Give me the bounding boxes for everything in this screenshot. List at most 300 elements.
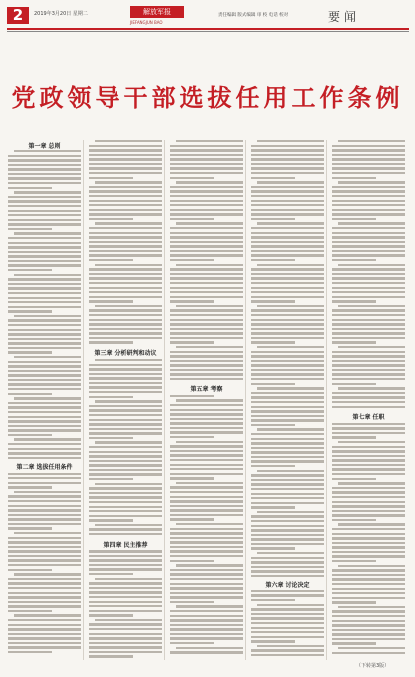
text-line — [170, 369, 243, 371]
text-line — [332, 259, 376, 261]
text-line — [170, 500, 243, 502]
text-line — [14, 356, 81, 358]
text-line — [251, 332, 324, 334]
text-line — [251, 438, 324, 440]
text-line — [8, 569, 52, 571]
text-line — [170, 637, 243, 639]
text-line — [170, 583, 243, 585]
text-line — [251, 392, 324, 394]
text-line — [8, 351, 52, 353]
text-line — [332, 282, 405, 284]
text-line — [176, 564, 243, 566]
text-line — [8, 214, 81, 216]
text-line — [170, 404, 243, 406]
text-line — [251, 396, 324, 398]
text-line — [8, 283, 81, 285]
text-line — [8, 564, 81, 566]
text-line — [332, 158, 405, 160]
newspaper-logo-sub: JIEFANGJUN BAO — [130, 20, 163, 25]
text-line — [170, 555, 243, 557]
text-line — [89, 309, 162, 311]
text-line — [332, 163, 405, 165]
text-line — [8, 155, 81, 157]
text-line — [89, 259, 133, 261]
text-line — [332, 236, 405, 238]
text-line — [251, 213, 324, 215]
text-line — [170, 628, 243, 630]
text-line — [8, 260, 81, 262]
text-line — [170, 218, 214, 220]
text-line — [251, 282, 324, 284]
text-line — [8, 429, 81, 431]
text-line — [89, 163, 162, 165]
text-line — [332, 186, 405, 188]
text-line — [170, 373, 243, 375]
text-line — [170, 596, 243, 598]
text-line — [89, 432, 162, 434]
text-line — [170, 200, 243, 202]
text-line — [8, 319, 81, 321]
text-line — [332, 446, 405, 448]
text-line — [8, 473, 81, 475]
text-line — [251, 355, 324, 357]
text-line — [89, 323, 162, 325]
text-line — [89, 382, 162, 384]
text-line — [8, 324, 81, 326]
text-line — [89, 533, 162, 535]
text-line — [170, 236, 243, 238]
text-line — [170, 587, 243, 589]
text-line — [8, 159, 81, 161]
text-line — [170, 409, 243, 411]
text-line — [89, 428, 162, 430]
text-line — [251, 424, 295, 426]
text-line — [332, 383, 376, 385]
text-line — [89, 596, 162, 598]
article-title: 党政领导干部选拔任用工作条例 — [11, 83, 404, 112]
text-line — [251, 319, 324, 321]
text-line — [170, 186, 243, 188]
text-line — [89, 287, 162, 289]
text-column-1 — [8, 140, 81, 656]
text-line — [332, 542, 405, 544]
text-line — [89, 391, 162, 393]
text-line — [332, 478, 376, 480]
text-line — [170, 314, 243, 316]
text-line — [332, 620, 405, 622]
text-line — [251, 456, 324, 458]
text-line — [8, 338, 81, 340]
text-line — [89, 209, 162, 211]
text-line — [8, 164, 81, 166]
text-line — [89, 332, 162, 334]
text-line — [8, 509, 81, 511]
text-line — [251, 506, 295, 508]
text-line — [332, 154, 405, 156]
text-line — [170, 296, 243, 298]
text-line — [95, 305, 162, 307]
newspaper-logo: 解放军报 — [130, 6, 184, 18]
text-line — [89, 190, 162, 192]
text-line — [332, 323, 405, 325]
text-line — [251, 337, 324, 339]
text-line — [332, 195, 405, 197]
text-line — [89, 377, 162, 379]
text-line — [8, 237, 81, 239]
text-line — [8, 365, 81, 367]
text-line — [251, 570, 324, 572]
text-line — [332, 364, 405, 366]
text-line — [170, 601, 214, 603]
text-line — [251, 627, 324, 629]
text-line — [170, 445, 243, 447]
text-line — [95, 400, 162, 402]
text-line — [251, 154, 324, 156]
text-line — [170, 378, 243, 380]
text-line — [8, 642, 81, 644]
text-line — [8, 393, 52, 395]
text-line — [89, 492, 162, 494]
text-line — [332, 145, 405, 147]
text-line — [170, 610, 243, 612]
text-line — [8, 434, 52, 436]
text-line — [332, 337, 405, 339]
text-line — [8, 269, 52, 271]
text-line — [95, 264, 162, 266]
text-line — [332, 588, 405, 590]
text-line — [332, 551, 405, 553]
text-line — [251, 209, 324, 211]
text-line — [170, 172, 243, 174]
text-line — [170, 436, 214, 438]
text-line — [251, 515, 324, 517]
text-line — [332, 396, 405, 398]
text-line — [14, 232, 81, 234]
text-line — [332, 360, 405, 362]
heading-gap — [8, 461, 81, 472]
text-line — [95, 483, 162, 485]
text-line — [89, 437, 133, 439]
text-line — [89, 446, 162, 448]
text-line — [332, 423, 405, 425]
text-line — [89, 364, 162, 366]
text-line — [332, 401, 405, 403]
text-line — [8, 587, 81, 589]
text-line — [8, 251, 81, 253]
text-line — [170, 232, 243, 234]
text-line — [95, 359, 162, 361]
text-line — [332, 177, 376, 179]
chapter-heading: 第二章 选拔任用条件 — [16, 464, 73, 471]
text-line — [170, 167, 243, 169]
text-line — [332, 204, 405, 206]
text-line — [251, 433, 324, 435]
text-line — [14, 274, 81, 276]
text-column-3 — [170, 140, 243, 656]
text-line — [332, 232, 405, 234]
text-line — [95, 222, 162, 224]
text-line — [338, 305, 405, 307]
text-line — [8, 342, 81, 344]
text-line — [170, 268, 243, 270]
text-line — [89, 145, 162, 147]
text-line — [251, 259, 295, 261]
text-line — [8, 310, 52, 312]
text-line — [338, 222, 405, 224]
text-line — [89, 282, 162, 284]
text-line — [251, 163, 324, 165]
heading-gap — [89, 538, 162, 551]
text-line — [251, 378, 324, 380]
text-line — [332, 519, 376, 521]
text-line — [8, 637, 81, 639]
text-line — [8, 477, 81, 479]
text-line — [89, 328, 162, 330]
text-line — [251, 373, 324, 375]
text-line — [332, 459, 405, 461]
text-line — [8, 596, 81, 598]
text-line — [89, 314, 162, 316]
text-line — [89, 455, 162, 457]
text-column-2 — [89, 140, 162, 660]
text-line — [332, 149, 405, 151]
text-line — [257, 552, 324, 554]
text-line — [170, 287, 243, 289]
text-line — [89, 250, 162, 252]
text-line — [170, 464, 243, 466]
text-line — [89, 245, 162, 247]
text-line — [89, 268, 162, 270]
text-line — [89, 610, 162, 612]
text-line — [332, 496, 405, 498]
text-line — [14, 438, 81, 440]
text-line — [332, 473, 405, 475]
text-line — [8, 546, 81, 548]
text-line — [89, 319, 162, 321]
text-line — [332, 296, 405, 298]
text-line — [251, 566, 324, 568]
column-divider — [245, 140, 246, 660]
text-line — [8, 168, 81, 170]
text-line — [332, 309, 405, 311]
text-line — [8, 523, 81, 525]
text-line — [332, 537, 405, 539]
text-line — [8, 383, 81, 385]
text-line — [170, 195, 243, 197]
heading-gap — [332, 410, 405, 423]
text-line — [251, 383, 295, 385]
text-line — [89, 154, 162, 156]
text-line — [89, 423, 162, 425]
text-line — [89, 291, 162, 293]
text-line — [332, 629, 405, 631]
text-line — [170, 624, 243, 626]
text-line — [251, 177, 295, 179]
chapter-heading: 第三章 分析研判和动议 — [94, 350, 157, 357]
text-line — [251, 529, 324, 531]
text-line — [332, 642, 376, 644]
text-line — [170, 337, 243, 339]
text-line — [338, 264, 405, 266]
text-line — [170, 341, 214, 343]
text-line — [251, 167, 324, 169]
text-line — [176, 523, 243, 525]
text-line — [89, 501, 162, 503]
text-line — [89, 469, 162, 471]
text-line — [251, 232, 324, 234]
text-line — [89, 623, 162, 625]
column-divider — [326, 140, 327, 660]
text-line — [251, 241, 324, 243]
text-line — [251, 479, 324, 481]
text-line — [251, 654, 324, 656]
text-line — [251, 622, 324, 624]
text-line — [89, 149, 162, 151]
heading-gap — [8, 140, 81, 150]
text-line — [170, 351, 243, 353]
text-line — [89, 564, 162, 566]
text-line — [257, 645, 324, 647]
text-line — [170, 633, 243, 635]
text-line — [251, 360, 324, 362]
text-line — [332, 241, 405, 243]
text-line — [89, 254, 162, 256]
heading-gap — [89, 346, 162, 359]
text-line — [89, 614, 133, 616]
text-line — [332, 505, 405, 507]
text-line — [332, 328, 405, 330]
text-line — [89, 642, 162, 644]
text-line — [8, 619, 81, 621]
text-line — [89, 555, 162, 557]
text-line — [170, 514, 243, 516]
text-line — [8, 264, 81, 266]
text-line — [251, 608, 324, 610]
text-line — [251, 268, 324, 270]
text-line — [8, 633, 81, 635]
text-line — [89, 628, 162, 630]
text-line — [170, 473, 243, 475]
text-line — [8, 278, 81, 280]
text-line — [170, 309, 243, 311]
text-line — [8, 610, 52, 612]
text-line — [251, 410, 324, 412]
text-line — [89, 227, 162, 229]
text-line — [89, 419, 162, 421]
text-line — [8, 578, 81, 580]
text-line — [8, 306, 81, 308]
text-line — [251, 277, 324, 279]
text-line — [170, 578, 243, 580]
text-line — [332, 392, 405, 394]
text-line — [89, 559, 162, 561]
text-line — [332, 319, 405, 321]
text-line — [89, 587, 162, 589]
text-line — [332, 450, 405, 452]
text-line — [257, 387, 324, 389]
text-line — [170, 413, 243, 415]
text-line — [332, 514, 405, 516]
text-line — [251, 460, 324, 462]
text-line — [251, 204, 324, 206]
text-line — [89, 337, 162, 339]
text-line — [332, 268, 405, 270]
text-line — [89, 273, 162, 275]
text-line — [89, 300, 133, 302]
text-line — [338, 482, 405, 484]
text-line — [8, 177, 81, 179]
text-line — [170, 190, 243, 192]
text-line — [176, 346, 243, 348]
text-line — [89, 373, 162, 375]
text-line — [332, 610, 405, 612]
text-line — [14, 150, 81, 152]
text-line — [8, 592, 81, 594]
text-line — [332, 491, 405, 493]
text-line — [170, 569, 243, 571]
text-line — [8, 329, 81, 331]
text-line — [8, 205, 81, 207]
text-line — [89, 515, 162, 517]
text-line — [89, 341, 133, 343]
text-line — [8, 646, 81, 648]
chapter-heading: 第七章 任职 — [352, 414, 385, 421]
text-line — [332, 273, 405, 275]
text-line — [170, 418, 243, 420]
text-line — [251, 227, 324, 229]
text-line — [251, 636, 324, 638]
text-line — [89, 510, 162, 512]
text-line — [170, 395, 214, 397]
text-line — [170, 518, 214, 520]
text-line — [170, 491, 243, 493]
text-line — [89, 591, 162, 593]
text-line — [170, 360, 243, 362]
text-line — [170, 145, 243, 147]
text-line — [176, 441, 243, 443]
text-line — [170, 323, 243, 325]
text-line — [332, 432, 405, 434]
text-line — [8, 187, 52, 189]
text-line — [332, 254, 405, 256]
text-line — [251, 341, 295, 343]
text-line — [332, 378, 405, 380]
text-line — [251, 497, 324, 499]
text-line — [332, 218, 376, 220]
text-line — [8, 411, 81, 413]
text-line — [89, 277, 162, 279]
text-line — [176, 399, 243, 401]
text-line — [8, 406, 81, 408]
text-line — [251, 534, 324, 536]
text-line — [251, 538, 324, 540]
text-line — [89, 582, 162, 584]
text-line — [251, 158, 324, 160]
text-line — [170, 651, 243, 653]
text-line — [14, 532, 81, 534]
text-line — [8, 182, 81, 184]
text-line — [8, 448, 81, 450]
text-line — [170, 528, 243, 530]
text-line — [8, 416, 81, 418]
text-line — [170, 273, 243, 275]
text-line — [170, 459, 243, 461]
header-rule-thin — [7, 31, 409, 32]
text-line — [332, 533, 405, 535]
text-line — [251, 149, 324, 151]
text-line — [89, 218, 133, 220]
text-line — [251, 640, 295, 642]
